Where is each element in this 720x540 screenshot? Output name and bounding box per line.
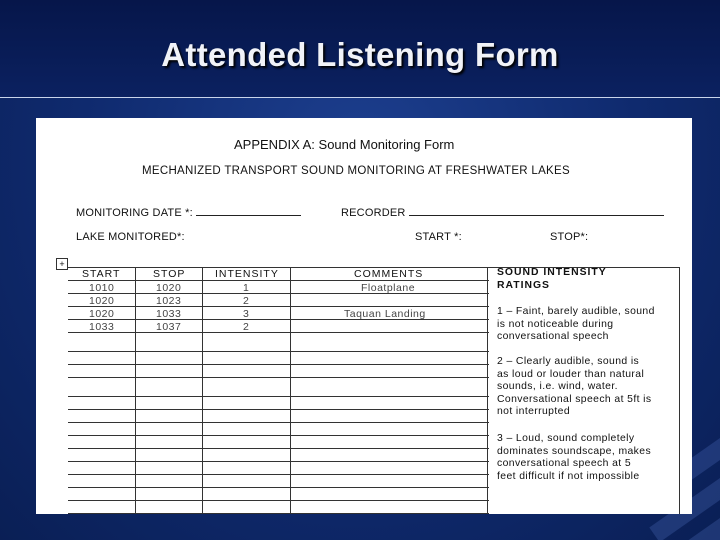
rating-line: dominates soundscape, makes <box>497 445 652 457</box>
recorder-label: RECORDER <box>341 207 406 219</box>
cell-intensity: 3 <box>243 308 250 320</box>
col-divider <box>135 267 136 514</box>
cell-start: 1020 <box>89 295 115 307</box>
stop-time-label: STOP*: <box>550 231 589 243</box>
row-rule <box>68 364 489 365</box>
row-rule <box>68 409 489 410</box>
col-header-comments: COMMENTS <box>354 268 424 280</box>
cell-start: 1033 <box>89 321 115 333</box>
monitoring-date-label: MONITORING DATE *: <box>76 207 193 219</box>
row-rule <box>68 461 489 462</box>
cell-intensity: 2 <box>243 321 250 333</box>
recorder-blank <box>409 205 664 216</box>
row-rule <box>68 448 489 449</box>
rating-line: sounds, i.e. wind, water. <box>497 381 618 392</box>
row-rule <box>68 422 489 423</box>
slide-title: Attended Listening Form <box>161 36 559 73</box>
cell-comment: Taquan Landing <box>344 308 426 320</box>
form-heading: APPENDIX A: Sound Monitoring Form <box>234 137 455 152</box>
rating-line: 2 – Clearly audible, sound is <box>497 356 640 367</box>
col-header-intensity: INTENSITY <box>215 268 279 280</box>
rating-2 <box>497 356 652 419</box>
row-rule <box>68 396 489 397</box>
rating-1 <box>497 306 655 344</box>
row-rule <box>68 474 489 475</box>
form-document <box>36 118 692 514</box>
monitoring-date-field <box>76 205 301 219</box>
row-rule <box>68 319 489 320</box>
row-rule <box>68 513 489 514</box>
cell-comment: Floatplane <box>361 282 416 294</box>
row-rule <box>68 280 489 281</box>
row-rule <box>68 487 489 488</box>
start-time-label: START *: <box>415 231 462 243</box>
col-header-stop: STOP <box>153 268 186 280</box>
rating-line: conversational speech <box>497 331 609 342</box>
rating-line: conversational speech at 5 <box>497 458 632 469</box>
row-rule <box>68 377 489 378</box>
cell-stop: 1037 <box>156 321 182 333</box>
row-rule <box>68 306 489 307</box>
rating-line: as loud or louder than natural <box>497 368 645 380</box>
cell-start: 1010 <box>89 282 115 294</box>
row-rule <box>68 332 489 333</box>
expand-icon[interactable]: + <box>56 258 68 270</box>
cell-stop: 1020 <box>156 282 182 294</box>
row-rule <box>68 435 489 436</box>
log-table <box>68 267 489 514</box>
cell-intensity: 1 <box>243 282 250 294</box>
col-header-start: START <box>82 268 121 280</box>
rating-line: is not noticeable during <box>497 318 614 330</box>
row-rule <box>68 500 489 501</box>
form-subheading: MECHANIZED TRANSPORT SOUND MONITORING AT FRESHWATER LAKES <box>142 165 570 177</box>
cell-start: 1020 <box>89 308 115 320</box>
rating-line: 1 – Faint, barely audible, sound <box>497 306 655 317</box>
col-divider <box>290 267 291 514</box>
title-band <box>0 0 720 98</box>
monitoring-date-blank <box>196 205 301 216</box>
col-divider <box>202 267 203 514</box>
rating-3 <box>497 433 651 483</box>
ratings-title-line: SOUND INTENSITY <box>497 267 607 278</box>
rating-line: feet difficult if not impossible <box>497 470 640 482</box>
cell-intensity: 2 <box>243 295 250 307</box>
rating-line: not interrupted <box>497 406 571 417</box>
ratings-title-line: RATINGS <box>497 279 550 291</box>
row-rule <box>68 351 489 352</box>
rating-line: Conversational speech at 5ft is <box>497 393 652 405</box>
ratings-title <box>497 267 607 292</box>
row-rule <box>68 293 489 294</box>
cell-stop: 1033 <box>156 308 182 320</box>
rating-line: 3 – Loud, sound completely <box>497 433 635 444</box>
recorder-field <box>341 205 664 219</box>
cell-stop: 1023 <box>156 295 182 307</box>
lake-monitored-label: LAKE MONITORED*: <box>76 231 185 243</box>
